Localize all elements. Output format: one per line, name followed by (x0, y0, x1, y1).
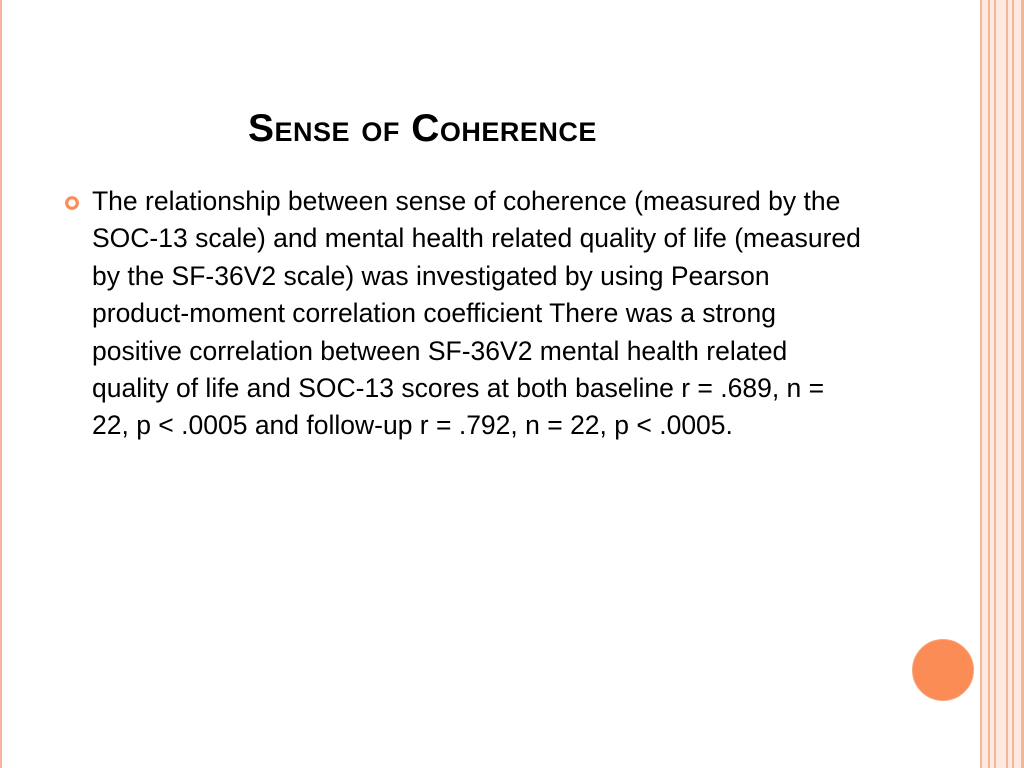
stripe-line (988, 0, 990, 768)
ring-bullet-icon (64, 195, 80, 211)
stripe-line (994, 0, 996, 768)
decorative-circle (912, 639, 974, 701)
slide-title: Sense of Coherence (248, 107, 597, 150)
bullet-text: The relationship between sense of coherence (measured by the SOC-13 scale) and mental health related quality of life (measured by the SF-36V2 scale) was investigated by using Pearson product-moment correlation coefficient There was a strong positive correlation between SF-36V2 mental health related quality of life and SOC-13 scores at both baseline r = .689, n = 22, p < .0005 and follow-up r = .792, n = 22, p < .0005. (92, 186, 861, 441)
decorative-stripes (980, 0, 1024, 768)
stripe-line (1006, 0, 1008, 768)
stripe-line (980, 0, 982, 768)
left-border-line (0, 0, 2, 768)
bullet-item (62, 183, 862, 445)
slide-body (62, 183, 862, 445)
stripe-line (1012, 0, 1014, 768)
